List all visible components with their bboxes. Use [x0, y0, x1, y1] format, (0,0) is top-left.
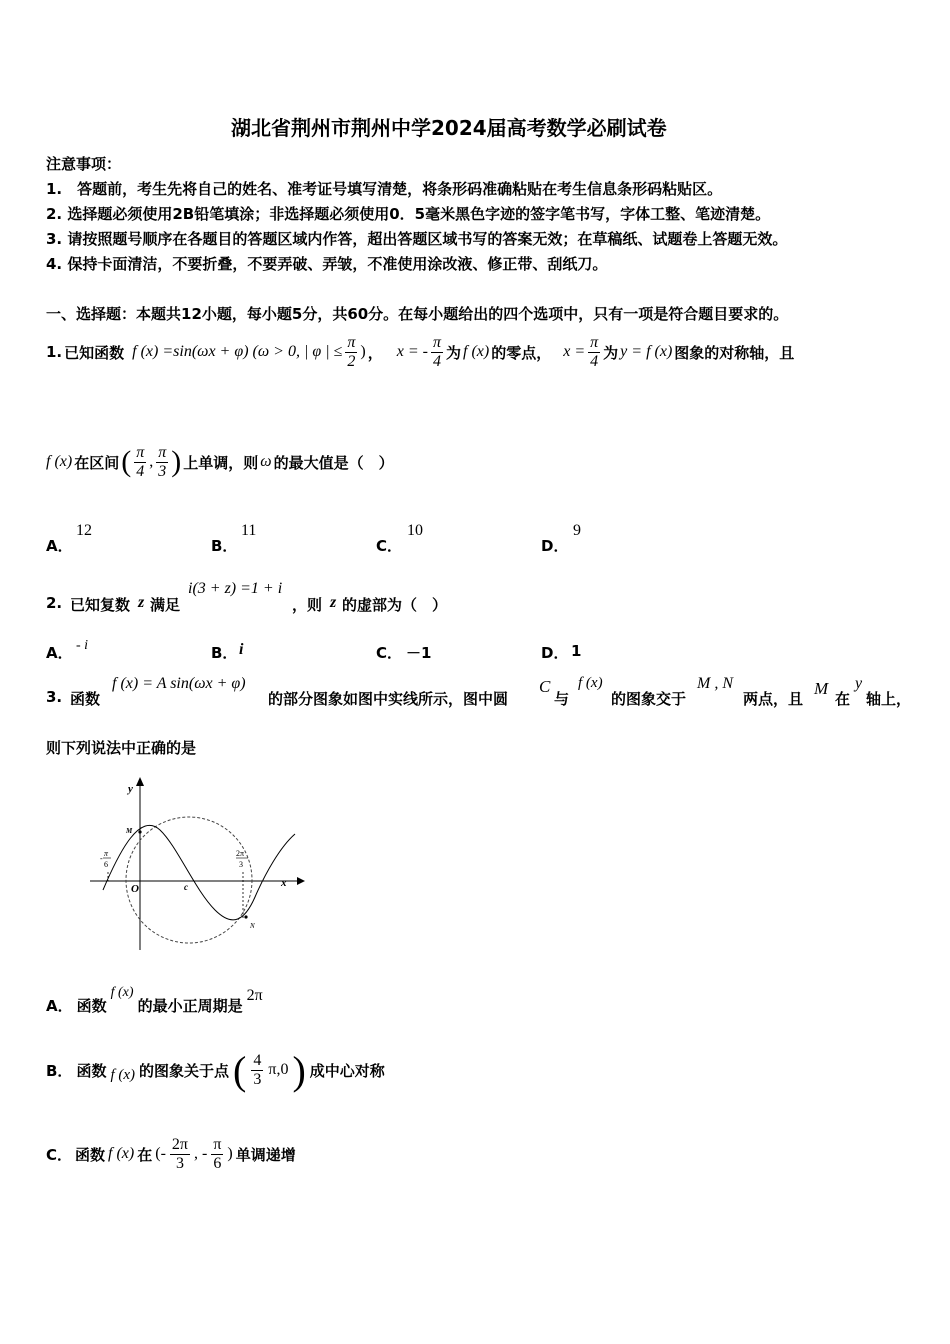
q1-text: 已知函数 [64, 343, 125, 362]
section-heading: 一、选择题：本题共12小题，每小题5分，共60分。在每小题给出的四个选项中，只有一项是符合题目要求的。 [46, 305, 789, 323]
q2-z: z [138, 594, 145, 611]
paren: ) [171, 445, 182, 478]
page-title: 湖北省荆州市荆州中学2024届高考数学必刷试卷 [231, 116, 667, 140]
option-a-label[interactable]: A． [46, 537, 73, 555]
q2-option-d-label[interactable]: D． [541, 644, 569, 662]
fraction: $\frac{\pi}{4}$ [136, 443, 145, 480]
fraction: $\frac{4}{3}$ [253, 1051, 262, 1088]
notice-item: 2. 选择题必须使用2B铅笔填涂；非选择题必须使用0．5毫米黑色字迹的签字笔书写，字体工整、笔迹清楚。 [46, 205, 771, 223]
fraction: $\frac{\pi}{6}$ [213, 1135, 222, 1172]
q1-math: y = f (x) [620, 343, 673, 360]
neg-sign: - [100, 854, 103, 863]
option-a-value: 12 [76, 522, 92, 539]
question-1-stem-cont [46, 440, 394, 484]
N-label: N [250, 922, 255, 930]
origin-label: O [131, 883, 139, 895]
paren: ( [121, 445, 132, 478]
option-math: 2π [246, 987, 263, 1004]
neg-pi: π [104, 849, 109, 858]
q2-option-c-label[interactable]: C． [376, 644, 403, 662]
q2-text: ，则 [292, 596, 323, 614]
neg-six: 6 [104, 860, 108, 869]
c-label: c [184, 882, 188, 892]
q2-option-a-value: - i [76, 638, 89, 653]
option-c-value: 10 [407, 522, 423, 539]
q2-option-b-value: i [239, 641, 244, 658]
option-text: 的最小正周期是 [137, 996, 243, 1015]
notice-heading: 注意事项： [46, 155, 122, 173]
point-M [138, 830, 141, 833]
q1-text: 上单调，则 [183, 453, 259, 472]
option-label: A． [46, 996, 73, 1015]
notice-item: 4. 保持卡面清洁，不要折叠，不要弄破、弄皱，不准使用涂改液、修正带、刮纸刀。 [46, 255, 608, 273]
three: 3 [239, 860, 243, 869]
q1-math: , [149, 453, 154, 470]
q2-text: 满足 [150, 596, 181, 614]
q1-text: 的零点， [491, 343, 552, 362]
q1-text: ， [367, 343, 383, 362]
q3-MN: M , N [697, 675, 733, 692]
q2-option-a-label[interactable]: A． [46, 644, 73, 662]
q3-M: M [814, 679, 829, 698]
option-c-label[interactable]: C． [376, 537, 403, 555]
question-number: 1. [46, 343, 63, 361]
fraction: $\frac{2\pi}{3}$ [171, 1135, 188, 1172]
q1-math: x = - [396, 343, 428, 360]
point-N [244, 915, 247, 918]
option-b-label[interactable]: B． [211, 537, 238, 555]
q1-text: 图象的对称轴，且 [674, 343, 795, 362]
q3-text: 轴上， [866, 690, 912, 708]
fraction: $\frac{\pi}{4}$ [590, 333, 599, 370]
option-label: C． [46, 1145, 73, 1164]
q2-z: z [330, 594, 337, 611]
option-math: f (x) [110, 1066, 136, 1083]
q2-text: 的虚部为（ ） [342, 596, 448, 614]
M-label: M [126, 827, 133, 835]
q1-function: f (x) =sin(ωx + φ) (ω > 0, | φ | ≤ [132, 343, 343, 360]
option-d-value: 9 [573, 522, 581, 539]
two-pi: 2π [236, 849, 245, 858]
y-axis-arrow [136, 777, 144, 786]
q3-option-a[interactable] [46, 985, 263, 1017]
q3-text: 与 [554, 690, 570, 708]
q1-text: 为 [446, 343, 462, 362]
fraction: $\frac{\pi}{2}$ [347, 333, 356, 370]
q3-text: 则下列说法中正确的是 [46, 739, 197, 757]
notice-item: 3. 请按照题号顺序在各题目的答题区域内作答，超出答题区域书写的答案无效；在草稿纸、试题卷上答题无效。 [46, 230, 788, 248]
option-text: 的图象关于点 [139, 1061, 230, 1080]
option-math: f (x) [108, 1145, 135, 1162]
option-math: π,0 [268, 1061, 289, 1078]
q3-fx: f (x) [578, 675, 603, 691]
option-math: ) [227, 1145, 233, 1162]
q1-math: f (x) [46, 453, 73, 470]
q3-option-b[interactable]: B． 函数 f (x) 的图象关于点 ( $\frac{4}{3}$ π,0 ) 成中心对称 [46, 1047, 385, 1093]
q3-text: 的部分图象如图中实线所示，图中圆 [268, 690, 509, 708]
q3-text: 两点，且 [743, 690, 804, 708]
q1-math: f (x) [463, 343, 490, 360]
option-text: 函数 [75, 1145, 106, 1164]
option-text: 单调递增 [235, 1145, 296, 1164]
y-label: y [128, 783, 133, 795]
q2-equation: i(3 + z) =1 + i [188, 580, 283, 597]
q3-y: y [855, 675, 863, 692]
option-d-label[interactable]: D． [541, 537, 569, 555]
question-3-number: 3. [46, 688, 63, 706]
option-math: f (x) [110, 985, 134, 1000]
q1-text: 为 [603, 343, 619, 362]
q2-option-b-label[interactable]: B． [211, 644, 238, 662]
option-text: 成中心对称 [309, 1061, 385, 1080]
option-text: 函数 [76, 1061, 107, 1080]
q1-math: ω [260, 453, 272, 470]
option-text: 在 [137, 1145, 153, 1164]
q1-text: 在区间 [74, 453, 120, 472]
circle-C [126, 817, 252, 943]
option-math: (- [155, 1145, 166, 1162]
q2-option-c-value: －1 [406, 644, 432, 662]
option-label: B． [46, 1061, 73, 1080]
option-b-value: 11 [241, 522, 257, 539]
q3-text: 函数 [70, 690, 101, 708]
q3-option-c[interactable] [46, 1128, 296, 1180]
question-2-number: 2. [46, 594, 63, 612]
q3-function: f (x) = A sin(ωx + φ) [112, 675, 246, 692]
fraction: $\frac{\pi}{3}$ [158, 443, 167, 480]
q2-text: 已知复数 [70, 596, 131, 614]
notice-item: 1. 答题前，考生先将自己的姓名、准考证号填写清楚，将条形码准确粘贴在考生信息条形码粘贴区。 [46, 180, 723, 198]
q1-text: 的最大值是（ ） [273, 453, 394, 472]
q3-graph [85, 772, 310, 957]
q1-math: x = [563, 343, 586, 360]
q3-text: 的图象交于 [611, 690, 687, 708]
fraction: $\frac{\pi}{4}$ [432, 333, 441, 370]
x-axis-arrow [297, 877, 305, 885]
q2-option-d-value: 1 [571, 642, 582, 660]
x-label: x [281, 877, 287, 889]
q3-circle-C: C [539, 677, 551, 696]
question-1-stem: 1. 已知函数 f (x) =sin(ωx + φ) (ω > 0, | φ | ≤ $\frac{\pi}{2}$ ) ， x = - $\frac{\pi}{4}$ 为 f (x) 的零点， x = $\frac{\pi}{4}$ 为 y = f (x) 图象的对称轴，且 [46, 333, 795, 370]
option-math: , - [193, 1145, 208, 1162]
q3-text: 在 [835, 690, 851, 708]
option-text: 函数 [76, 996, 107, 1015]
